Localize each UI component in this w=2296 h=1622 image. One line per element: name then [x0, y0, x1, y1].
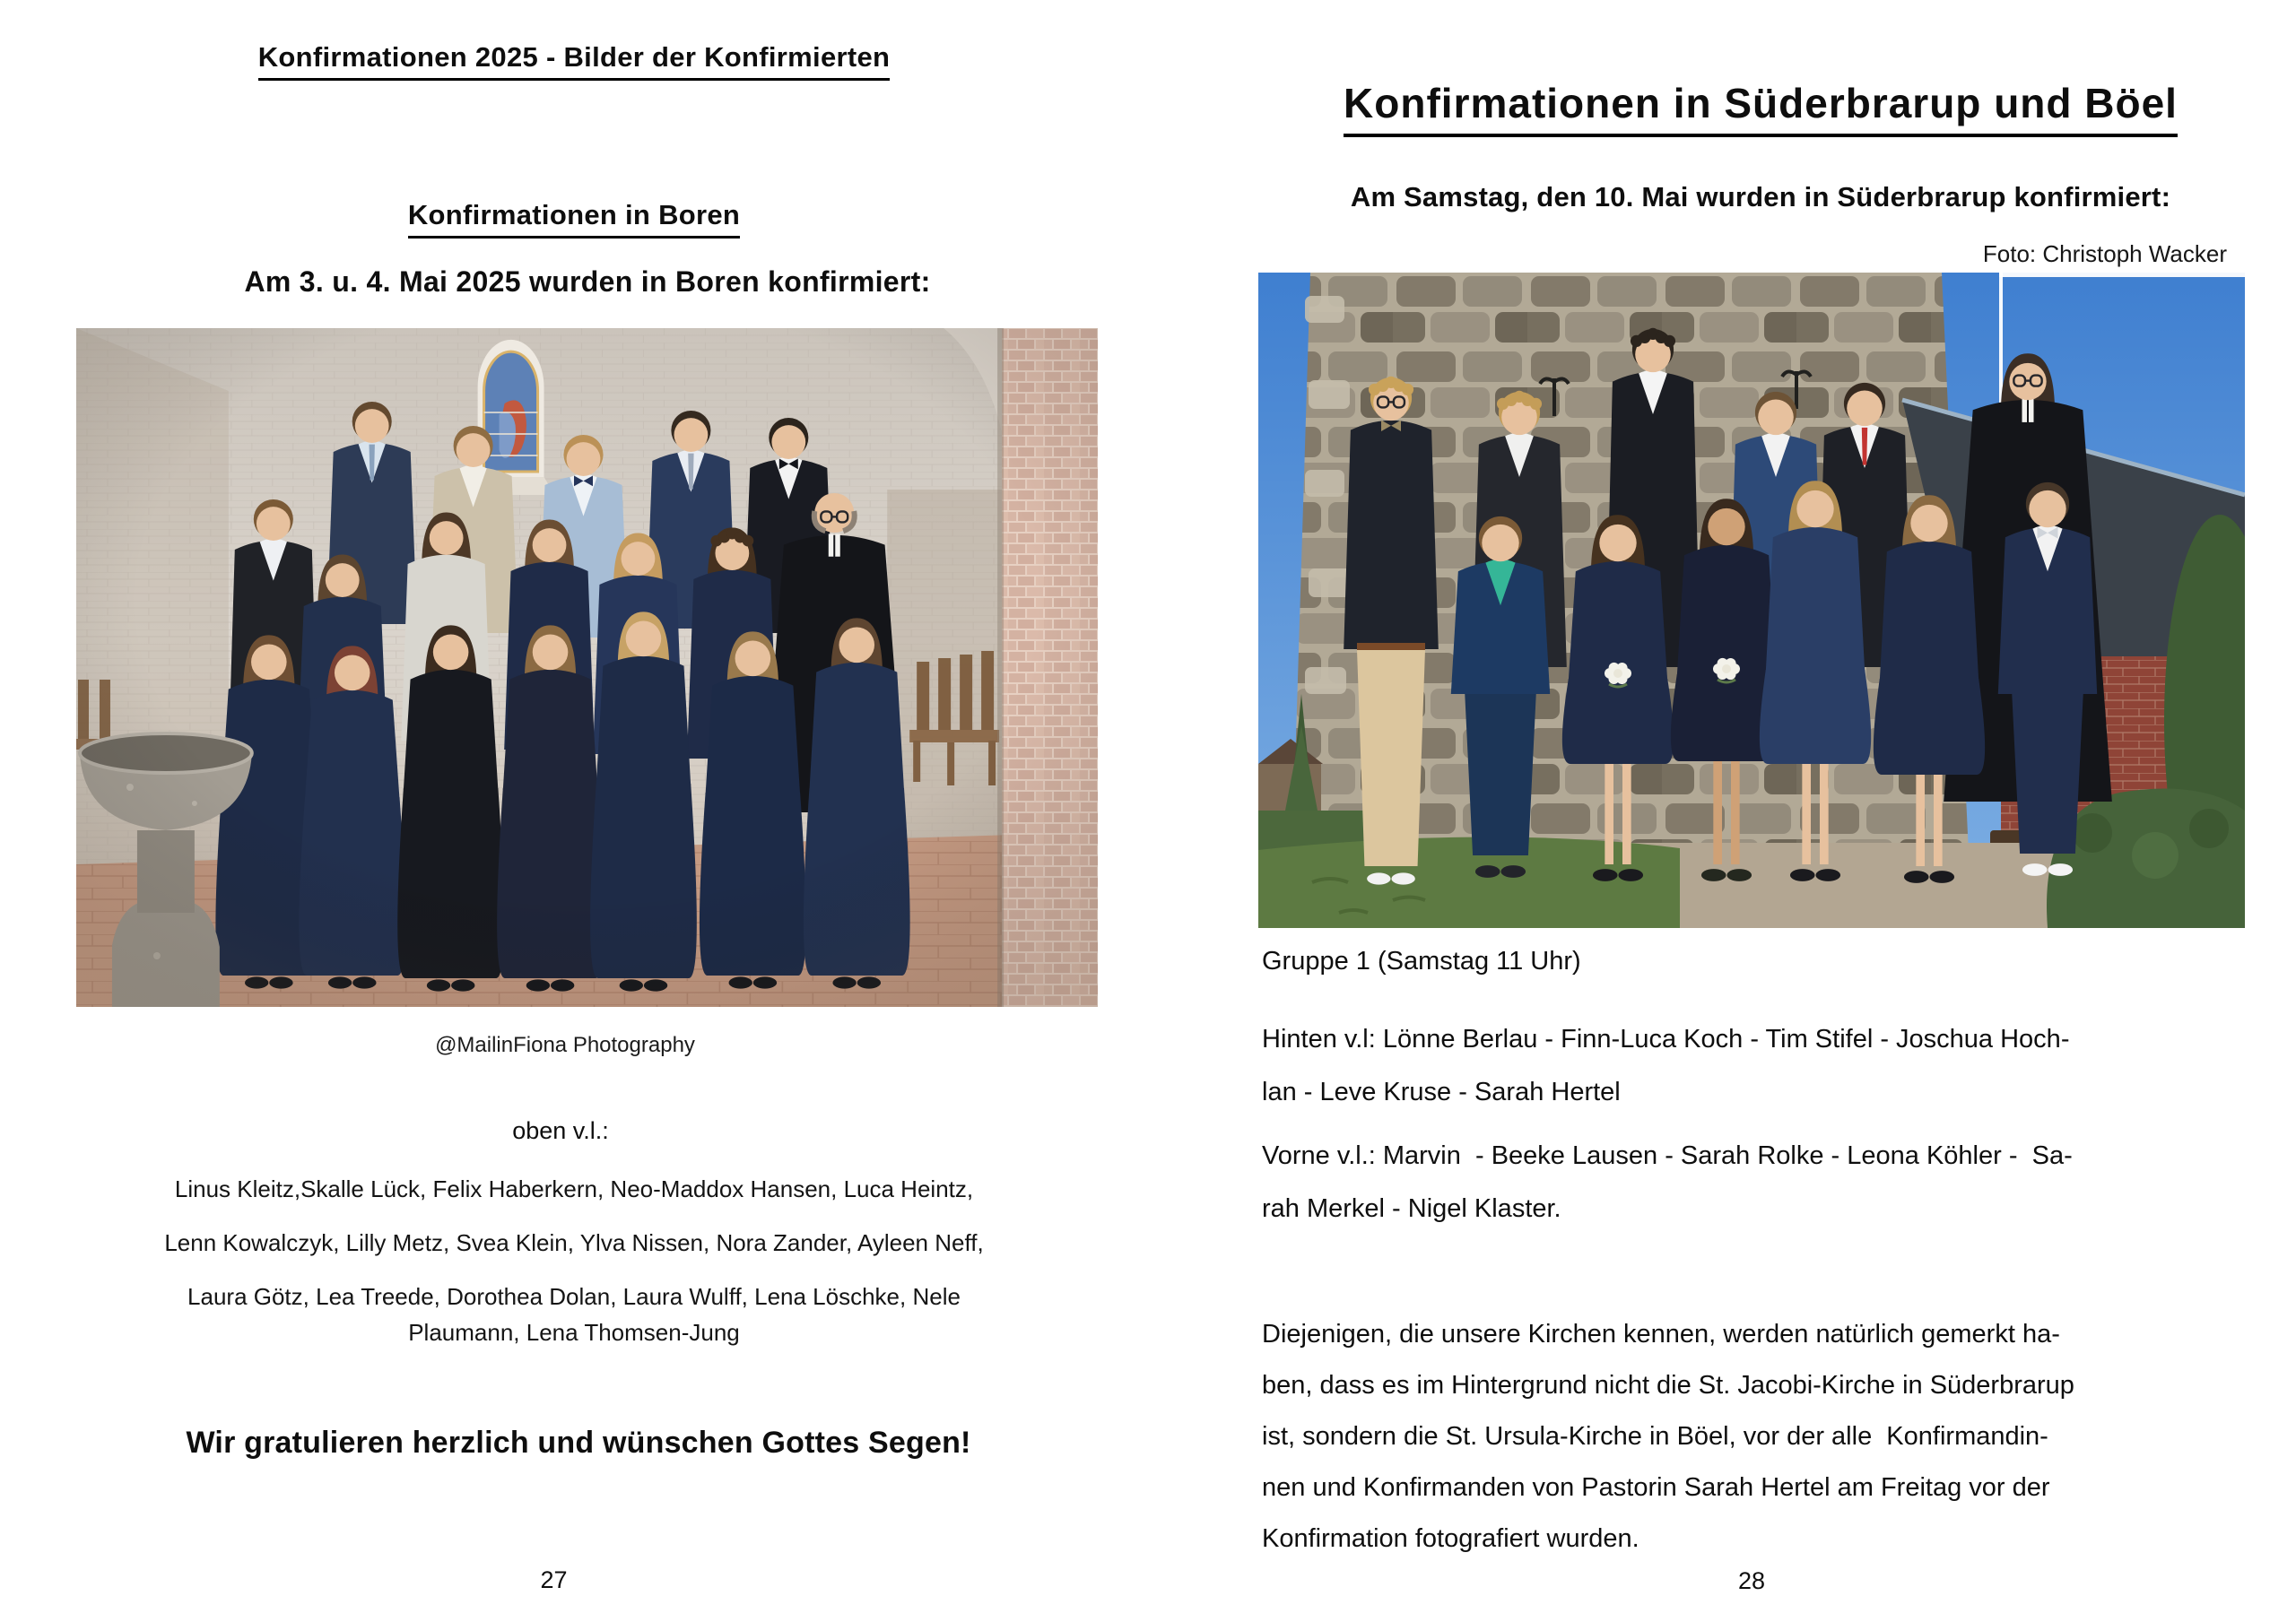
caption-intro: oben v.l.:: [512, 1117, 609, 1144]
group-photo-boren-scene: [76, 328, 1098, 1007]
paragraph-line-1: Diejenigen, die unsere Kirchen kennen, werden natürlich gemerkt ha-: [1262, 1320, 2060, 1349]
back-row-line-2: lan - Leve Kruse - Sarah Hertel: [1262, 1078, 1621, 1106]
page-number-27: 27: [540, 1566, 568, 1593]
names-list: [49, 1175, 1099, 1354]
paragraph-line-2: ben, dass es im Hintergrund nicht die St. Jacobi-Kirche in Süderbrarup: [1262, 1371, 2074, 1400]
back-row-names: [1262, 1013, 2257, 1119]
back-row-line-1: Hinten v.l: Lönne Berlau - Finn-Luca Koch - Tim Stifel - Joschua Hoch-: [1262, 1025, 2070, 1054]
front-row-line-2: rah Merkel - Nigel Klaster.: [1262, 1194, 1561, 1223]
right-page-title-text: Konfirmationen in Süderbrarup und Böel: [1344, 79, 2178, 137]
paragraph-line-4: nen und Konfirmanden von Pastorin Sarah Hertel am Freitag vor der: [1262, 1473, 2050, 1502]
group-photo-boren: [76, 328, 1098, 1007]
names-line-3: Laura Götz, Lea Treede, Dorothea Dolan, Laura Wulff, Lena Löschke, Nele: [187, 1283, 961, 1310]
group-photo-suederbrarup-scene: [1258, 273, 2245, 928]
names-line-4: Plaumann, Lena Thomsen-Jung: [408, 1319, 740, 1346]
left-page-title: [36, 41, 1112, 81]
boren-section-title-text: Konfirmationen in Boren: [408, 199, 740, 239]
names-line-1: Linus Kleitz,Skalle Lück, Felix Haberkern, Neo-Maddox Hansen, Luca Heintz,: [174, 1175, 974, 1202]
church-note-paragraph: [1262, 1309, 2266, 1565]
paragraph-line-5: Konfirmation fotografiert wurden.: [1262, 1524, 1639, 1553]
names-line-2: Lenn Kowalczyk, Lilly Metz, Svea Klein, Ylva Nissen, Nora Zander, Ayleen Neff,: [164, 1229, 984, 1256]
front-row-names: [1262, 1130, 2257, 1236]
group-label: Gruppe 1 (Samstag 11 Uhr): [1262, 947, 1581, 976]
photo-credit-left: @MailinFiona Photography: [435, 1033, 695, 1057]
right-page-title: [1263, 79, 2258, 137]
page-number-28: 28: [1737, 1567, 1766, 1594]
sueder-subtitle: Am Samstag, den 10. Mai wurden in Süderbrarup konfirmiert:: [1350, 181, 2171, 213]
boren-subtitle: Am 3. u. 4. Mai 2025 wurden in Boren konfirmiert:: [244, 265, 931, 298]
left-page-title-text: Konfirmationen 2025 - Bilder der Konfirmierten: [258, 41, 891, 81]
congratulation-line: Wir gratulieren herzlich und wünschen Gottes Segen!: [186, 1426, 971, 1460]
paragraph-line-3: ist, sondern die St. Ursula-Kirche in Böel, vor der alle Konfirmandin-: [1262, 1422, 2048, 1451]
front-row-line-1: Vorne v.l.: Marvin - Beeke Lausen - Sarah Rolke - Leona Köhler - Sa-: [1262, 1141, 2073, 1170]
group-photo-suederbrarup: [1258, 273, 2245, 928]
boren-section-title: [36, 199, 1112, 239]
photo-credit-right: Foto: Christoph Wacker: [1982, 240, 2227, 267]
